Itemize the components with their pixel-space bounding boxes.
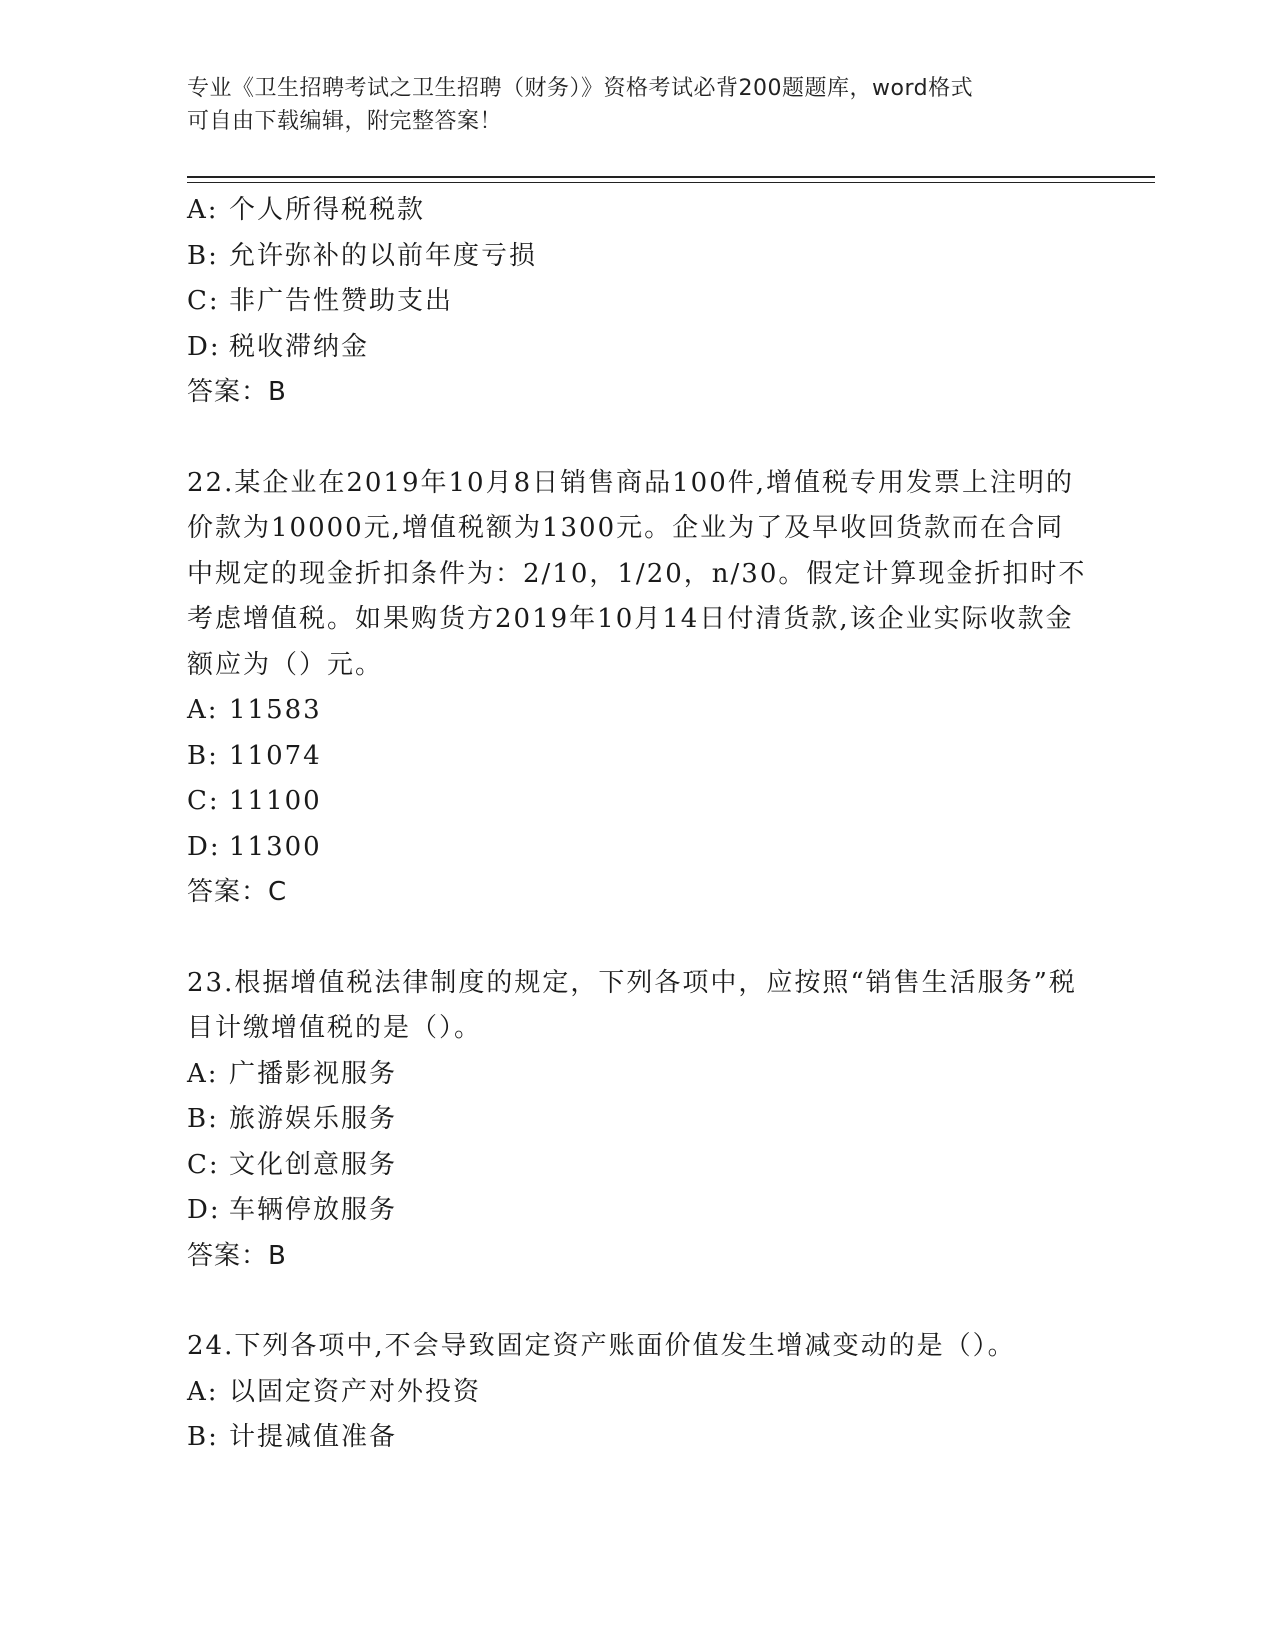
question-stem: 22.某企业在2019年10月8日销售商品100件,增值税专用发票上注明的价款为10000元,增值税额为1300元。企业为了及早收回货款而在合同中规定的现金折扣条件为：2/10，1/20，n/30。假定计算现金折扣时不考虑增值税。如果购货方2019年10月14日付清货款,该企业实际收款金额应为（）元。: [187, 467, 1087, 680]
option-d: D: 车辆停放服务: [187, 1195, 398, 1225]
option-a: A: 广播影视服务: [187, 1058, 398, 1089]
option-b: B: 允许弥补的以前年度亏损: [187, 240, 538, 271]
option-c: C: 非广告性赞助支出: [187, 286, 454, 316]
question-23: [187, 961, 1087, 1280]
question-22: [187, 461, 1087, 916]
header-rule-thin: [187, 182, 1155, 183]
question-stem: 23.根据增值税法律制度的规定，下列各项中，应按照“销售生活服务”税目计缴增值税的是（）。: [187, 967, 1077, 1043]
question-stem: 24.下列各项中,不会导致固定资产账面价值发生增减变动的是（）。: [187, 1331, 1016, 1361]
option-b: B: 旅游娱乐服务: [187, 1104, 398, 1134]
header-rule-thick: [187, 176, 1155, 178]
option-c: C: 文化创意服务: [187, 1149, 398, 1180]
option-d: D: 11300: [187, 831, 322, 862]
answer: 答案：B: [187, 377, 287, 407]
option-a: A: 以固定资产对外投资: [187, 1376, 482, 1407]
option-c: C: 11100: [187, 786, 322, 816]
option-b: B: 计提减值准备: [187, 1422, 398, 1452]
question-21: [187, 188, 1087, 416]
header-line-1: 专业《卫生招聘考试之卫生招聘（财务）》资格考试必背200题题库，word格式: [187, 76, 974, 101]
option-a: A: 个人所得税税款: [187, 195, 426, 225]
answer: 答案：C: [187, 877, 288, 907]
question-24: [187, 1324, 1087, 1461]
answer: 答案：B: [187, 1240, 287, 1271]
document-header: [187, 72, 1087, 138]
header-line-2: 可自由下载编辑，附完整答案！: [187, 109, 503, 134]
option-b: B: 11074: [187, 740, 322, 771]
option-a: A: 11583: [187, 695, 322, 725]
option-d: D: 税收滞纳金: [187, 331, 370, 362]
question-list: [187, 188, 1087, 1461]
